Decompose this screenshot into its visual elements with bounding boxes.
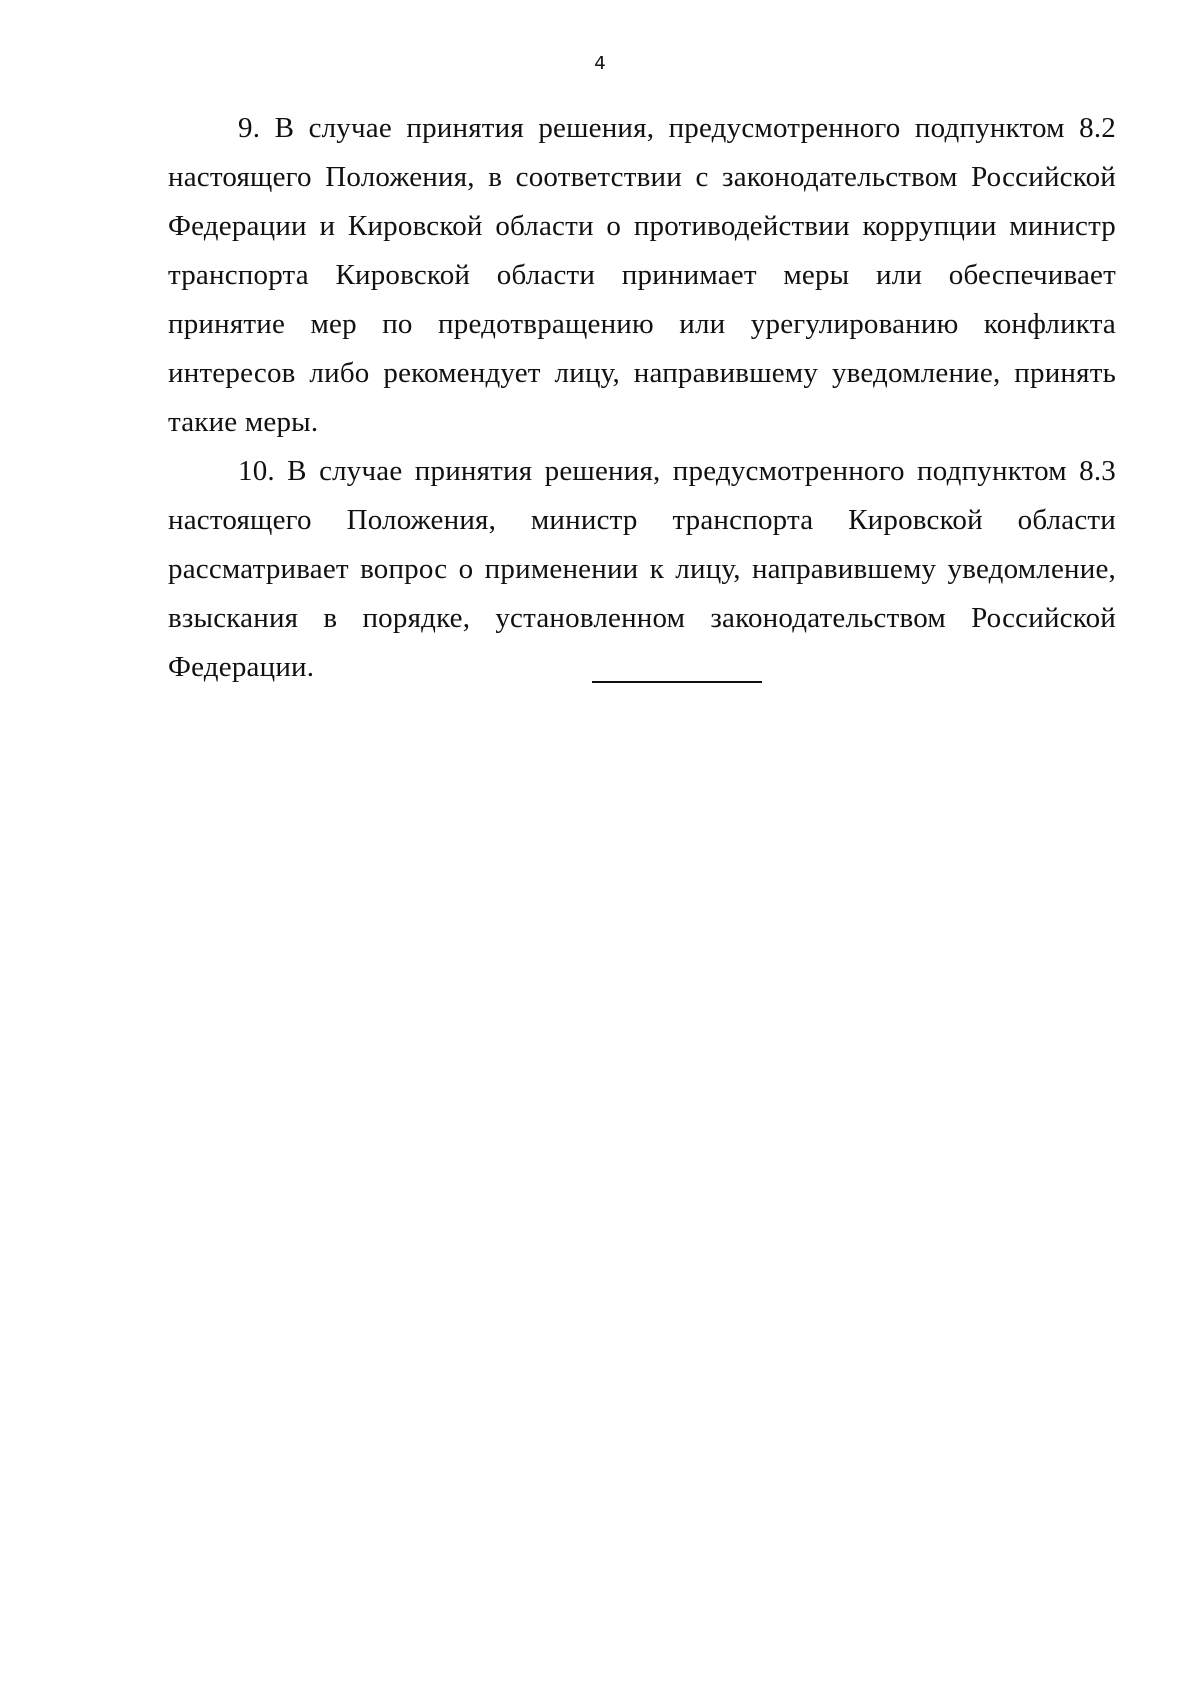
page-number: 4 <box>594 53 606 74</box>
paragraph-10: 10. В случае принятия решения, предусмотренного подпунктом 8.3 настоящего Положения, министр транспорта Кировской области рассматривает вопрос о применении к лицу, направившему уведомление, взыскания в порядке, установленном законодательством Российской Федерации. <box>168 455 1116 683</box>
end-divider-line <box>592 681 762 683</box>
paragraph-9: 9. В случае принятия решения, предусмотренного подпунктом 8.2 настоящего Положения, в соответствии с законодательством Российской Федерации и Кировской области о противодействии коррупции министр транспорта Кировской области принимает меры или обеспечивает принятие мер по предотвращению или урегулированию конфликта интересов либо рекомендует лицу, направившему уведомление, принять такие меры. <box>168 112 1116 438</box>
document-body <box>168 104 1116 692</box>
